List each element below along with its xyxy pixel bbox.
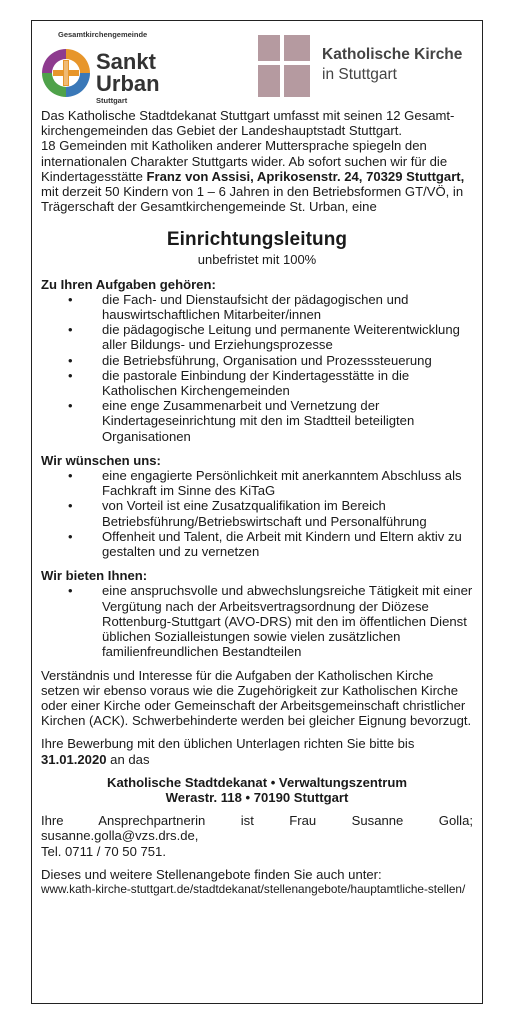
list-item: • Offenheit und Talent, die Arbeit mit Kindern und Eltern aktiv zu gestalten und zu vernetzen — [41, 529, 473, 559]
address-block — [41, 775, 473, 805]
tasks-heading: Zu Ihren Aufgaben gehören: — [41, 276, 216, 292]
application-text-b: an das — [106, 751, 150, 767]
kita-address: Franz von Assisi, Aprikosenstr. 24, 70329 Stuttgart, — [146, 168, 465, 184]
tasks-list — [41, 292, 473, 444]
contact-phone: Tel. 0711 / 70 50 751. — [41, 843, 166, 859]
intro-paragraph-2 — [41, 138, 473, 214]
intro-text-b: mit derzeit 50 Kindern von 1 – 6 Jahren in den Betriebsformen GT/VÖ, in Trägerschaft der Gesamtkirchengemeinde St. Urban, eine — [41, 184, 464, 215]
logo-bottom-text: Stuttgart — [96, 96, 128, 105]
logo-name-line1: Sankt — [96, 49, 156, 74]
job-title: Einrichtungsleitung — [166, 229, 348, 251]
more-text: Dieses und weitere Stellenangebote finden Sie auch unter: — [41, 866, 382, 882]
application-deadline: 31.01.2020 — [41, 751, 107, 767]
job-subtitle: unbefristet mit 100% — [197, 252, 317, 268]
intro-text-a: 18 Gemeinden mit Katholiken anderer Muttersprache spiegeln den internationalen Charakter Stuttgarts wider. Ab sofort suchen wir für die Kindertagesstätte — [41, 138, 448, 184]
list-item: • die pädagogische Leitung und permanente Weiterentwicklung aller Bildungs- und Erziehungsprozesse — [41, 322, 473, 352]
wishes-heading: Wir wünschen uns: — [41, 452, 161, 468]
list-item: • eine enge Zusammenarbeit und Vernetzung der Kindertageseinrichtung mit den im Stadtteil beteiligten Organisationen — [41, 398, 473, 444]
offer-heading: Wir bieten Ihnen: — [41, 568, 148, 584]
logo-right-line2: in Stuttgart — [322, 66, 397, 83]
list-item: • von Vorteil ist eine Zusatzqualifikation im Bereich Betriebsführung/Betriebswirtschaft und Personalführung — [41, 498, 473, 528]
contact-email: susanne.golla@vzs.drs.de, — [41, 828, 199, 844]
list-item: • eine engagierte Persönlichkeit mit anerkanntem Abschluss als Fachkraft im Sinne des KiTaG — [41, 468, 473, 498]
list-item: • eine anspruchsvolle und abwechslungsreiche Tätigkeit mit einer Vergütung nach der Arbeitsvertragsordnung der Diözese Rottenburg-Stuttgart (AVO-DRS) mit den im öffentlichen Dienst üblichen Sozialleistungen sowie vielen zusätzlichen familienfreundlichen Bestandteilen — [41, 583, 473, 659]
contact-block — [41, 813, 473, 859]
more-block — [41, 867, 473, 896]
intro-paragraph-1: Das Katholische Stadtdekanat Stuttgart umfasst mit seinen 12 Gesamt-kirchengemeinden das Gebiet der Landeshauptstadt Stuttgart. — [41, 108, 455, 139]
application-paragraph — [41, 736, 473, 766]
address-line-1: Katholische Stadtdekanat • Verwaltungszentrum — [107, 774, 407, 790]
application-text: Ihre Bewerbung mit den üblichen Unterlagen richten Sie bitte bis — [41, 736, 415, 752]
logo-name-line2: Urban — [96, 71, 160, 96]
list-item: • die Fach- und Dienstaufsicht der pädagogischen und hauswirtschaftlichen Mitarbeiter/innen — [41, 292, 473, 322]
contact-line-1: Ihre Ansprechpartnerin ist Frau Susanne Golla; — [41, 813, 473, 829]
logo-top-text: Gesamtkirchengemeinde — [58, 30, 148, 39]
address-line-2: Werastr. 118 • 70190 Stuttgart — [165, 789, 349, 805]
job-ad-content — [41, 108, 473, 896]
colored-cross-emblem-icon — [42, 49, 90, 97]
katholische-kirche-logo — [258, 33, 473, 103]
cross-logo-icon — [258, 35, 310, 97]
wishes-list — [41, 468, 473, 559]
list-item: • die Betriebsführung, Organisation und Prozesssteuerung — [41, 353, 473, 368]
understanding-paragraph: Verständnis und Interesse für die Aufgaben der Katholischen Kirche setzen wir ebenso voraus wie die Zugehörigkeit zur Katholischen Kirche oder einer Kirche oder Gemeinschaft der Arbeitsgemeinschaft christlicher Kirchen (ACK). Schwerbehinderte werden bei gleicher Eignung bevorzugt. — [41, 667, 472, 729]
sankt-urban-logo — [40, 27, 200, 107]
offer-list — [41, 583, 473, 659]
logo-right-line1: Katholische Kirche — [322, 46, 463, 63]
list-item: • die pastorale Einbindung der Kindertagesstätte in die Katholischen Kirchengemeinden — [41, 368, 473, 398]
jobs-url: www.kath-kirche-stuttgart.de/stadtdekanat/stellenangebote/hauptamtliche-stellen/ — [41, 881, 466, 896]
